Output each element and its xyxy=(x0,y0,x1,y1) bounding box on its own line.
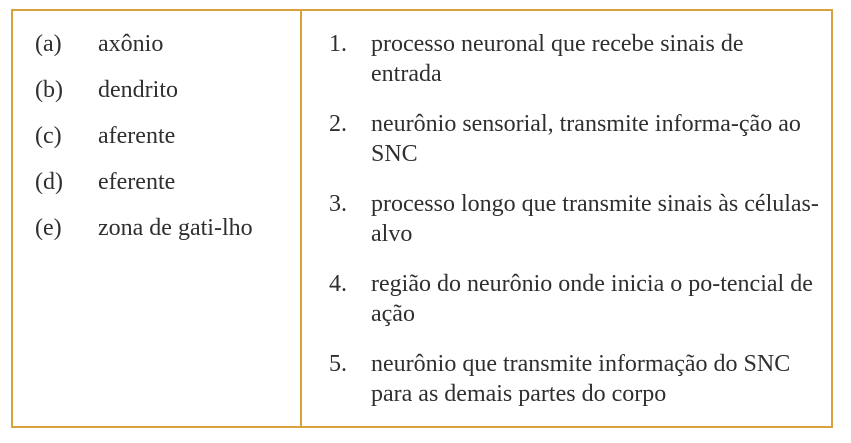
term-item-e xyxy=(35,213,290,243)
terms-column xyxy=(35,29,290,259)
definition-item-4 xyxy=(329,269,824,329)
term-item-b xyxy=(35,75,290,105)
term-marker: (a) xyxy=(35,31,62,57)
term-text: eferente xyxy=(98,169,176,195)
definition-marker: 1. xyxy=(329,31,347,57)
term-text: zona de gati-lho xyxy=(98,215,253,241)
term-text: dendrito xyxy=(98,77,178,103)
definition-marker: 3. xyxy=(329,191,347,217)
term-text: axônio xyxy=(98,31,164,57)
term-marker: (b) xyxy=(35,77,63,103)
definition-text: processo neuronal que recebe sinais de entrada xyxy=(371,31,744,87)
term-marker: (d) xyxy=(35,169,63,195)
term-item-d xyxy=(35,167,290,197)
term-item-c xyxy=(35,121,290,151)
definition-marker: 4. xyxy=(329,271,347,297)
definition-item-2 xyxy=(329,109,824,169)
matching-table xyxy=(11,9,833,428)
definition-text: região do neurônio onde inicia o po-tencial de ação xyxy=(371,271,813,327)
definition-item-5 xyxy=(329,349,824,409)
term-marker: (e) xyxy=(35,215,62,241)
column-divider xyxy=(300,11,302,426)
definition-text: neurônio sensorial, transmite informa-ção ao SNC xyxy=(371,111,801,167)
definition-item-3 xyxy=(329,189,824,249)
term-marker: (c) xyxy=(35,123,62,149)
term-item-a xyxy=(35,29,290,59)
definition-text: processo longo que transmite sinais às células-alvo xyxy=(371,191,819,247)
definition-text: neurônio que transmite informação do SNC para as demais partes do corpo xyxy=(371,351,791,407)
definition-marker: 5. xyxy=(329,351,347,377)
definition-marker: 2. xyxy=(329,111,347,137)
definition-item-1 xyxy=(329,29,824,89)
definitions-column xyxy=(329,29,824,429)
term-text: aferente xyxy=(98,123,176,149)
